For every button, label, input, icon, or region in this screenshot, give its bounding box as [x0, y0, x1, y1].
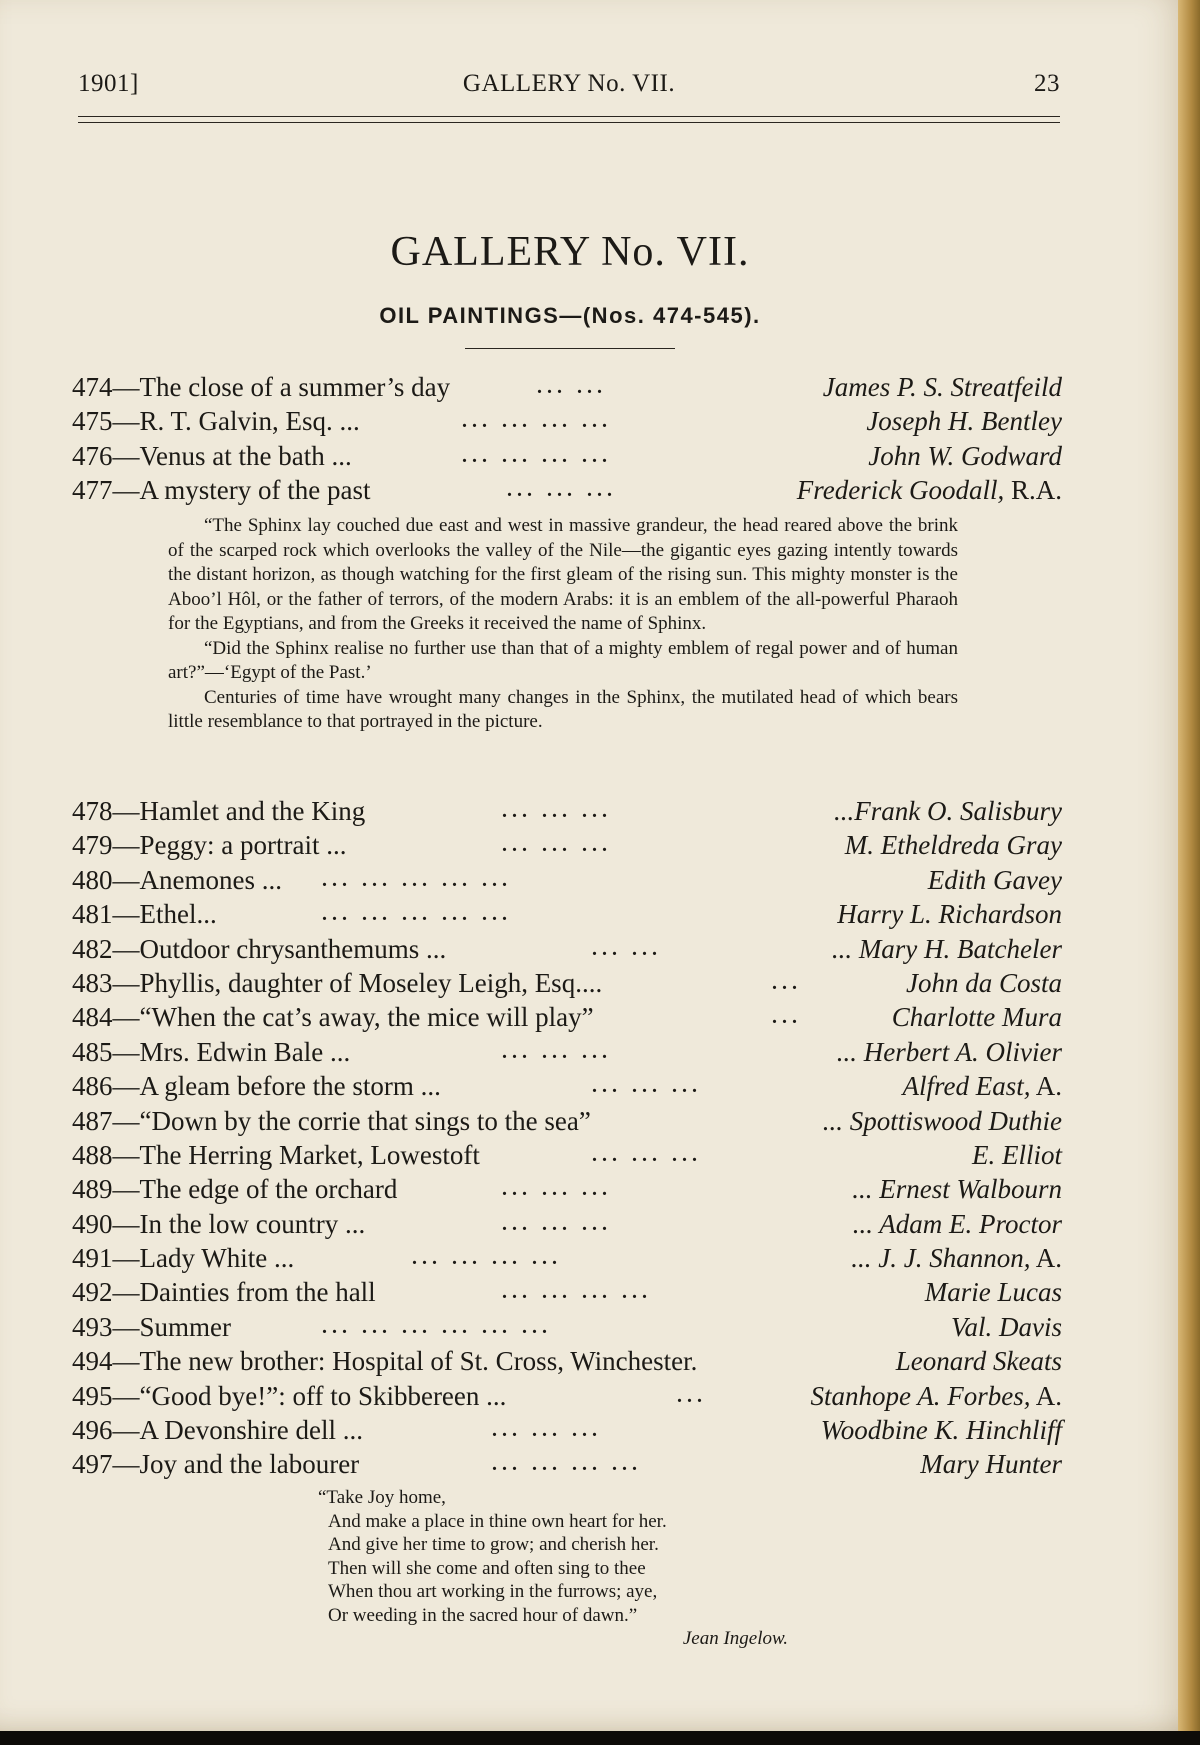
catalogue-entry [72, 1310, 1062, 1344]
leader-dots: ... [677, 1384, 707, 1407]
leader-dots: ... ... ... ... ... [322, 903, 512, 926]
page-number: 23 [1034, 70, 1060, 97]
leader-dots: ... ... ... [502, 1040, 612, 1063]
catalogue-entry [72, 439, 1062, 473]
catalogue-entry [72, 828, 1062, 862]
note-paragraph: “The Sphinx lay couched due east and west in massive grandeur, the head reared above the brink of the scarped rock which overlooks the valley of the Nile—the gigantic eyes gazing intently towards the distant horizon, as though watching for the first gleam of the rising sun. This mighty monster is the Aboo’l Hôl, or the father of terrors, of the modern Arabs: it is an emblem of the all-powerful Pharaoh for the Egyptians, and from the Greeks it received the name of Sphinx. [168, 515, 958, 634]
entry-artist: Frederick Goodall, R.A. [796, 475, 1062, 506]
entry-artist: M. Etheldreda Gray [844, 830, 1062, 861]
poem-line: And give her time to grow; and cherish her. [328, 1534, 659, 1555]
running-head [78, 70, 1060, 102]
poem-line: Then will she come and often sing to thee [328, 1557, 646, 1579]
entry-artist: Joseph H. Bentley [866, 406, 1062, 437]
entry-artist: ... Mary H. Batcheler [831, 933, 1062, 964]
entry-title: 486—A gleam before the storm ... [72, 1071, 441, 1102]
book-bottom-edge [0, 1731, 1200, 1745]
entry-title: 485—Mrs. Edwin Bale ... [72, 1036, 351, 1067]
catalogue-entry [72, 1035, 1062, 1069]
leader-dots: ... ... ... ... [462, 444, 612, 467]
catalogue-entry [72, 1138, 1062, 1172]
entry-title: 475—R. T. Galvin, Esq. ... [72, 406, 360, 437]
entry-title: 481—Ethel... [72, 899, 217, 930]
entry-artist: Woodbine K. Hinchliff [820, 1415, 1062, 1446]
entry-title: 492—Dainties from the hall [72, 1277, 376, 1308]
catalogue-entry [72, 932, 1062, 966]
entry-artist: John W. Godward [868, 440, 1062, 471]
entry-title: 477—A mystery of the past [72, 475, 371, 506]
book-page-edge [1178, 0, 1200, 1745]
entry-title: 490—In the low country ... [72, 1208, 366, 1239]
leader-dots: ... ... ... [492, 1419, 602, 1442]
leader-dots: ... ... ... [592, 1143, 702, 1166]
poem-line: Or weeding in the sacred hour of dawn.” [328, 1604, 638, 1626]
entry-title: 476—Venus at the bath ... [72, 440, 352, 471]
catalogue-entry [72, 1104, 1062, 1138]
entry-title: 479—Peggy: a portrait ... [72, 830, 347, 861]
entry-artist: ...Frank O. Salisbury [834, 796, 1062, 826]
leader-dots: ... ... ... ... [492, 1453, 642, 1476]
entry-title: 483—Phyllis, daughter of Moseley Leigh, Esq.... [72, 967, 603, 998]
entry-artist: ... J. J. Shannon, A. [851, 1243, 1062, 1274]
entry-title: 489—The edge of the orchard [72, 1174, 398, 1205]
entry-title: 491—Lady White ... [72, 1243, 295, 1274]
poem-line: And make a place in thine own heart for her. [328, 1510, 667, 1532]
running-head-title: GALLERY No. VII. [462, 70, 676, 97]
leader-dots: ... ... ... ... ... [322, 868, 512, 891]
catalogue-entry [72, 473, 1062, 507]
poem-attribution: Jean Ingelow. [682, 1628, 788, 1649]
entry-title: 496—A Devonshire dell ... [72, 1415, 363, 1446]
catalogue-entry [72, 404, 1062, 438]
catalogue-entry [72, 1172, 1062, 1206]
leader-dots: ... ... ... [502, 800, 612, 822]
entry-title: 497—Joy and the labourer [72, 1449, 360, 1480]
entry-artist: Leonard Skeats [895, 1346, 1062, 1377]
catalogue-entry [72, 1241, 1062, 1275]
entry-title: 480—Anemones ... [72, 864, 282, 895]
leader-dots: ... ... ... [507, 479, 617, 502]
leader-dots: ... ... ... ... [412, 1247, 562, 1270]
header-double-rule [78, 116, 1060, 123]
entry-title: 482—Outdoor chrysanthemums ... [72, 933, 447, 964]
entry-artist: Alfred East, A. [902, 1071, 1062, 1102]
entry-title: 495—“Good bye!”: off to Skibbereen ... [72, 1380, 507, 1411]
leader-dots: ... ... ... [502, 834, 612, 857]
entry-artist: Edith Gavey [927, 864, 1062, 895]
catalogue-entry [72, 370, 1062, 404]
entry-title: 478—Hamlet and the King [72, 796, 366, 826]
entry-artist: John da Costa [905, 967, 1062, 998]
leader-dots: ... ... [592, 937, 662, 960]
subtitle-rule [465, 348, 675, 349]
leader-dots: ... [772, 971, 802, 994]
leader-dots: ... ... ... ... ... ... [322, 1315, 552, 1338]
entry-artist: ... Spottiswood Duthie [822, 1105, 1062, 1136]
catalogue-entry [72, 1000, 1062, 1034]
entry-title: 488—The Herring Market, Lowestoft [72, 1139, 480, 1170]
note-paragraph: Centuries of time have wrought many changes in the Sphinx, the mutilated head of which bears little resemblance to that portrayed in the picture. [168, 686, 958, 732]
leader-dots: ... ... ... ... [462, 410, 612, 433]
entry-artist: Marie Lucas [924, 1277, 1062, 1308]
entry-artist: ... Adam E. Proctor [852, 1208, 1062, 1239]
catalogue-entry [72, 863, 1062, 897]
entry-title: 484—“When the cat’s away, the mice will play” [72, 1002, 594, 1033]
catalogue-entry [72, 1069, 1062, 1103]
catalogue-entry [72, 794, 1062, 828]
leader-dots: ... ... ... ... [502, 1281, 652, 1304]
entry-artist: ... Herbert A. Olivier [836, 1036, 1062, 1067]
poem-line: When thou art working in the furrows; aye, [328, 1581, 658, 1602]
entry-artist: Val. Davis [951, 1311, 1062, 1342]
poem-quote [318, 1486, 788, 1651]
entry-title: 493—Summer [72, 1311, 231, 1342]
catalogue-entry [72, 1344, 1062, 1378]
catalogue-entry [72, 1447, 1062, 1481]
entry-artist: Harry L. Richardson [837, 899, 1062, 930]
entry-artist: Charlotte Mura [891, 1002, 1062, 1033]
entry-title: 487—“Down by the corrie that sings to the sea” [72, 1105, 591, 1136]
entry-note-477 [168, 514, 958, 735]
leader-dots: ... [772, 1006, 802, 1029]
entry-title: 474—The close of a summer’s day [72, 372, 451, 402]
catalogue-entry [72, 1379, 1062, 1413]
entry-list-main [72, 794, 1062, 1482]
page-title: GALLERY No. VII. [390, 229, 750, 275]
leader-dots: ... ... ... [502, 1212, 612, 1235]
catalogue-entry [72, 897, 1062, 931]
leader-dots: ... ... ... [592, 1075, 702, 1098]
catalogue-entry [72, 1207, 1062, 1241]
note-paragraph: “Did the Sphinx realise no further use than that of a mighty emblem of regal power and of human art?”—‘Egypt of the Past.’ [168, 637, 958, 683]
catalogue-entry [72, 966, 1062, 1000]
leader-dots: ... ... ... [502, 1178, 612, 1201]
section-subtitle: OIL PAINTINGS—(Nos. 474-545). [379, 303, 761, 328]
entry-title: 494—The new brother: Hospital of St. Cross, Winchester. [72, 1346, 698, 1377]
entry-artist: Mary Hunter [920, 1449, 1062, 1480]
entry-artist: Stanhope A. Forbes, A. [810, 1380, 1062, 1411]
entry-artist: ... Ernest Walbourn [852, 1174, 1062, 1205]
poem-line: “Take Joy home, [318, 1487, 446, 1508]
entry-artist: James P. S. Streatfeild [822, 372, 1062, 402]
entry-list-top [72, 370, 1062, 508]
entry-artist: E. Elliot [972, 1139, 1062, 1170]
leader-dots: ... ... [537, 376, 607, 398]
catalogue-entry [72, 1413, 1062, 1447]
catalogue-entry [72, 1275, 1062, 1309]
running-head-year: 1901] [78, 70, 139, 97]
